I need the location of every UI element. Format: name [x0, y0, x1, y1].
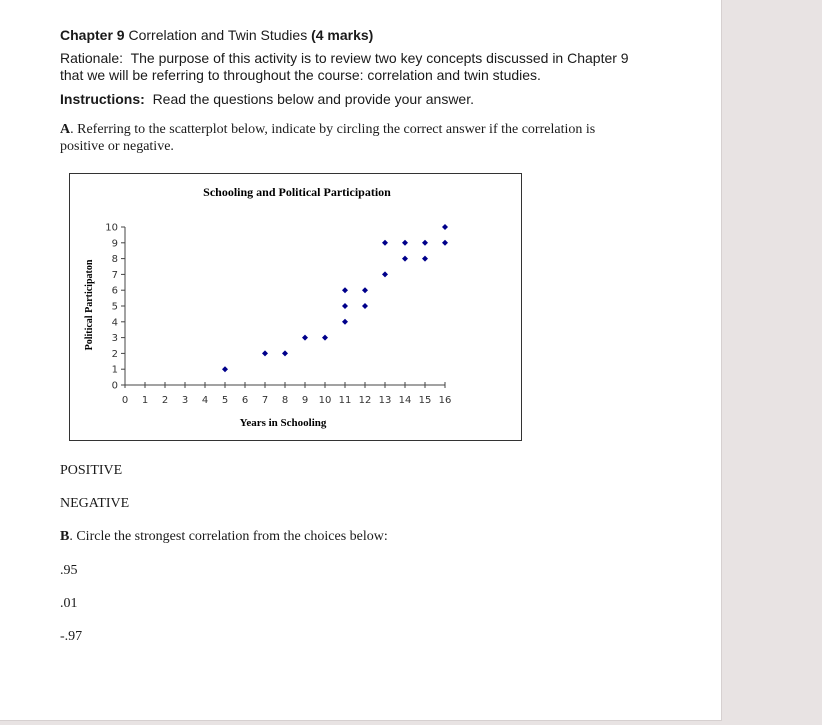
instructions-label: Instructions: — [60, 91, 145, 107]
rationale-line-1: The purpose of this activity is to review two key concepts discussed in Chapter 9 — [130, 50, 629, 66]
x-tick-label: 3 — [181, 395, 189, 406]
scatter-point — [362, 287, 368, 293]
chart-title: Schooling and Political Participation — [203, 185, 391, 199]
rationale-line-2: that we will be referring to throughout the course: correlation and twin studies. — [60, 67, 541, 83]
chapter-label: Chapter 9 — [60, 27, 125, 43]
scatter-point — [402, 240, 408, 246]
x-tick-label: 8 — [281, 395, 289, 406]
correlation-option-2[interactable]: .01 — [60, 596, 78, 611]
question-a-letter: A — [60, 122, 71, 137]
scatterplot-svg — [70, 174, 521, 440]
correlation-option-3[interactable]: -.97 — [60, 629, 83, 644]
scatter-point — [442, 240, 448, 246]
chart-axes — [125, 227, 445, 385]
x-tick-label: 11 — [338, 395, 352, 406]
instructions-text: Read the questions below and provide your answer. — [152, 91, 474, 107]
scatter-point — [422, 240, 428, 246]
x-tick-label: 16 — [438, 395, 452, 406]
y-tick-label: 10 — [105, 222, 118, 234]
scatter-point — [382, 271, 388, 277]
scatter-point — [402, 256, 408, 262]
scatter-point — [442, 224, 448, 230]
correlation-option-1[interactable]: .95 — [60, 563, 78, 578]
x-tick-label: 6 — [241, 395, 249, 406]
y-tick-label: 9 — [111, 238, 118, 250]
question-a — [60, 121, 595, 155]
instructions-paragraph — [60, 91, 474, 108]
scatter-point — [302, 335, 308, 341]
x-tick-label: 12 — [358, 395, 372, 406]
scatter-point — [322, 335, 328, 341]
x-tick-label: 1 — [141, 395, 149, 406]
scatter-point — [342, 287, 348, 293]
rationale-label: Rationale: — [60, 50, 124, 66]
x-tick-label: 0 — [121, 395, 129, 406]
question-b-text: . Circle the strongest correlation from the choices below: — [69, 529, 388, 544]
question-a-line-1: . Referring to the scatterplot below, indicate by circling the correct answer if the correlation is — [70, 122, 596, 137]
chapter-title: Correlation and Twin Studies — [128, 27, 308, 43]
scatter-point — [342, 303, 348, 309]
answer-option-positive[interactable]: POSITIVE — [60, 463, 123, 478]
chart-ticks — [105, 223, 451, 407]
x-tick-label: 4 — [201, 395, 209, 406]
x-tick-label: 13 — [378, 395, 392, 406]
y-tick-label: 3 — [111, 333, 118, 345]
chart-x-axis-label: Years in Schooling — [239, 417, 327, 429]
question-b — [60, 528, 388, 545]
x-tick-label: 7 — [261, 395, 269, 406]
y-tick-label: 1 — [111, 364, 118, 376]
marks-label: (4 marks) — [311, 27, 374, 43]
y-tick-label: 8 — [111, 254, 118, 266]
y-tick-label: 7 — [111, 269, 118, 281]
rationale-paragraph — [60, 50, 629, 84]
chart-y-axis-label: Political Participaton — [84, 259, 95, 351]
y-tick-label: 5 — [111, 301, 118, 313]
y-tick-label: 0 — [111, 380, 118, 392]
x-tick-label: 15 — [418, 395, 432, 406]
y-tick-label: 6 — [111, 285, 118, 297]
scatter-point — [222, 366, 228, 372]
x-tick-label: 2 — [161, 395, 169, 406]
question-b-letter: B — [60, 529, 70, 544]
x-tick-label: 5 — [221, 395, 229, 406]
chart-points — [222, 224, 448, 372]
scatter-point — [262, 350, 268, 356]
y-tick-label: 4 — [111, 317, 118, 329]
scatter-point — [282, 350, 288, 356]
scatter-point — [342, 319, 348, 325]
x-tick-label: 14 — [398, 395, 412, 406]
page-heading — [60, 27, 373, 44]
scatter-point — [422, 256, 428, 262]
question-a-line-2: positive or negative. — [60, 139, 174, 154]
x-tick-label: 10 — [318, 395, 332, 406]
y-tick-label: 2 — [111, 348, 118, 360]
scatter-point — [362, 303, 368, 309]
scatter-point — [382, 240, 388, 246]
scatterplot-figure — [69, 173, 522, 441]
answer-option-negative[interactable]: NEGATIVE — [60, 496, 130, 511]
x-tick-label: 9 — [301, 395, 309, 406]
